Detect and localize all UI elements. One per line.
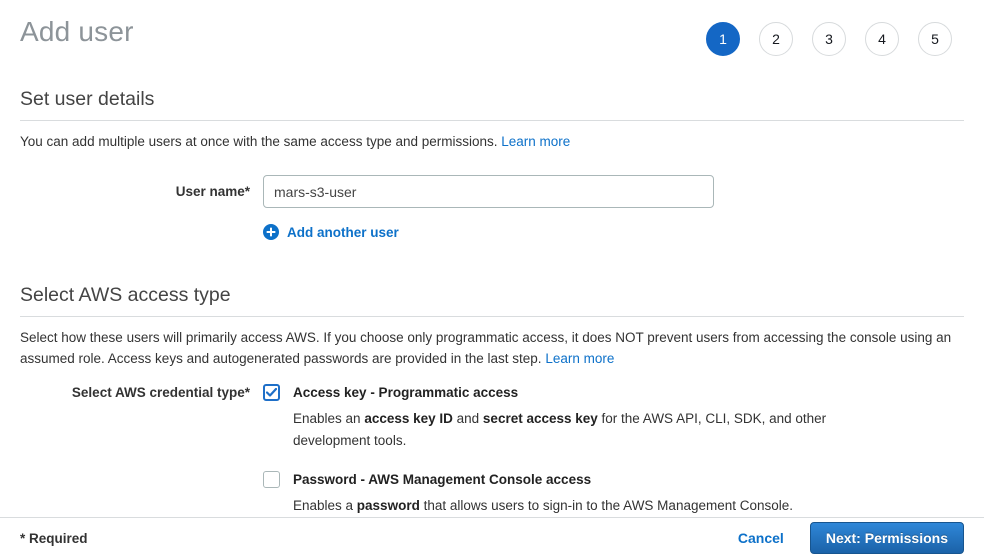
desc-text: Enables a: [293, 498, 357, 513]
step-5: 5: [918, 22, 952, 56]
username-label: User name*: [175, 184, 250, 199]
access-key-description: [293, 408, 833, 452]
username-row: [20, 175, 964, 208]
wizard-step-indicator: [706, 22, 952, 56]
password-texts: [293, 471, 793, 517]
step-2: 2: [759, 22, 793, 56]
learn-more-link-user-details[interactable]: Learn more: [501, 134, 571, 149]
add-another-user-label: Add another user: [287, 224, 399, 240]
access-key-option: [263, 384, 964, 452]
desc-text: that allows users to sign-in to the AWS Management Console.: [419, 498, 794, 513]
access-type-intro: [20, 327, 964, 369]
add-another-user-button[interactable]: [263, 224, 964, 240]
plus-circle-icon: [263, 224, 279, 240]
footer-actions: [738, 522, 964, 554]
access-key-title: Access key - Programmatic access: [293, 385, 519, 400]
password-option: [263, 471, 964, 517]
credential-type-row: [20, 384, 964, 517]
learn-more-link-access-type[interactable]: Learn more: [545, 351, 615, 366]
desc-bold: password: [356, 498, 420, 513]
page-title: Add user: [20, 16, 134, 47]
desc-text: and: [452, 411, 483, 426]
set-user-details-heading: Set user details: [20, 88, 964, 121]
credential-options: [263, 384, 964, 517]
cancel-button[interactable]: Cancel: [737, 530, 784, 546]
checkmark-icon: [266, 388, 277, 397]
desc-text: Enables an: [293, 411, 365, 426]
wizard-header: [20, 16, 964, 56]
required-note: * Required: [20, 530, 88, 546]
username-input[interactable]: [263, 175, 714, 208]
credential-type-label: Select AWS credential type*: [71, 385, 250, 400]
wizard-footer: [0, 517, 984, 556]
step-3: 3: [812, 22, 846, 56]
password-checkbox[interactable]: [263, 471, 280, 488]
access-key-texts: [293, 384, 833, 452]
step-4: 4: [865, 22, 899, 56]
password-description: [293, 495, 793, 517]
password-title: Password - AWS Management Console access: [293, 472, 592, 487]
user-details-intro: [20, 131, 964, 152]
step-1[interactable]: 1: [706, 22, 740, 56]
desc-bold: access key ID: [364, 411, 453, 426]
next-permissions-button[interactable]: Next: Permissions: [810, 522, 964, 554]
access-key-checkbox[interactable]: [263, 384, 280, 401]
desc-text: for the AWS API, CLI, SDK, and other development tools.: [293, 411, 827, 448]
desc-bold: secret access key: [482, 411, 598, 426]
access-type-intro-text: Select how these users will primarily access AWS. If you choose only programmatic access, it does NOT prevent users from accessing the console using an assumed role. Access keys and autogenerated passwords are provided in the last step.: [20, 330, 952, 366]
select-access-type-heading: Select AWS access type: [20, 284, 964, 317]
user-details-intro-text: You can add multiple users at once with the same access type and permissions.: [20, 134, 502, 149]
